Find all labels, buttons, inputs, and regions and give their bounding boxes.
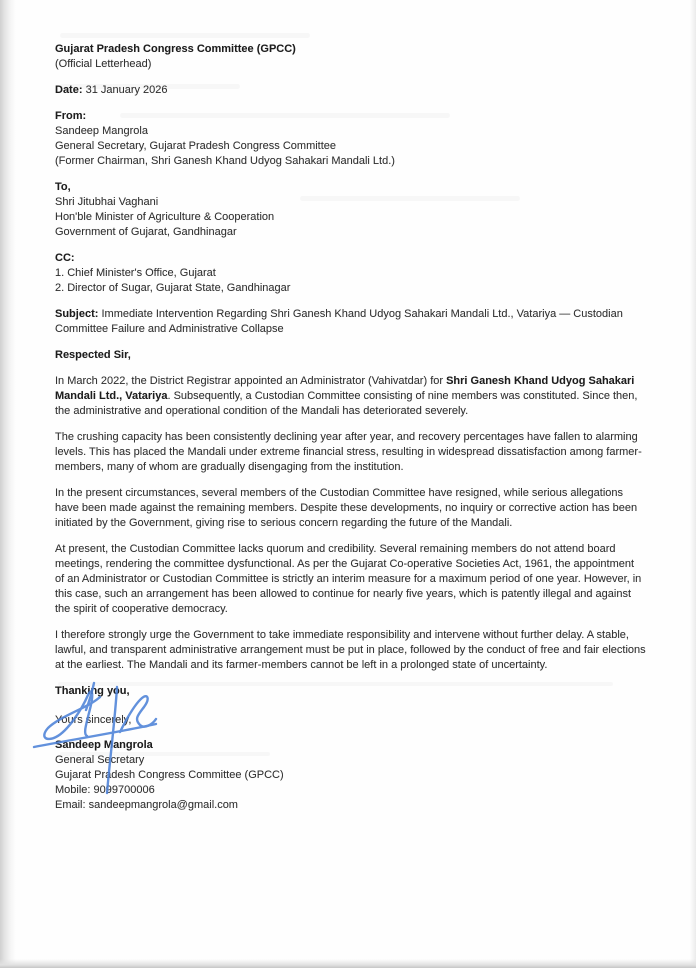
photo-artifact-streak [60,33,310,38]
from-label: From: [55,110,87,122]
signatory-title: General Secretary [55,754,145,766]
page-edge-shadow-bottom [0,959,696,968]
cc-block [55,251,646,296]
letterhead-note: (Official Letterhead) [55,58,152,70]
subject-label: Subject: [55,308,99,320]
date-label: Date: [55,84,83,96]
cc-line: 2. Director of Sugar, Gujarat State, Gandhinagar [55,282,291,294]
letter-body [55,42,646,813]
to-line: Shri Jitubhai Vaghani [55,196,159,208]
paragraph-1-bold: Shri Ganesh Khand Udyog Sahakari Mandali Ltd., Vatariya [55,375,635,402]
salutation: Respected Sir, [55,349,131,361]
paragraph-1-text: In March 2022, the District Registrar appointed an Administrator (Vahivatdar) for [55,375,447,387]
from-line: (Former Chairman, Shri Ganesh Khand Udyog Sahakari Mandali Ltd.) [55,155,395,167]
paragraph-2: The crushing capacity has been consistently declining year after year, and recovery percentages have fallen to alarming levels. This has placed the Mandali under extreme financial stress, resulting in widespread dissatisfaction among farmer-members, many of whom are gradually disengaging from the institution. [55,431,642,473]
from-block [55,109,646,169]
paragraph-1-text: . Subsequently, a Custodian Committee consisting of nine members was constituted. Since then, the administrative and operational condition of the Mandali has deteriorated severely. [55,390,638,417]
subject-line [55,307,646,337]
cc-line: 1. Chief Minister's Office, Gujarat [55,267,216,279]
to-line: Hon'ble Minister of Agriculture & Cooperation [55,211,275,223]
signatory-mobile: Mobile: 9099700006 [55,784,155,796]
signatory-name: Sandeep Mangrola [55,739,153,751]
signatory-org: Gujarat Pradesh Congress Committee (GPCC) [55,769,284,781]
signatory-block [55,738,646,813]
paragraph-1 [55,374,646,419]
subject-text: Immediate Intervention Regarding Shri Ganesh Khand Udyog Sahakari Mandali Ltd., Vatariya — Custodian Committee Failure and Administrative Collapse [55,308,623,335]
paragraph-5: I therefore strongly urge the Government to take immediate responsibility and intervene without further delay. A stable, lawful, and transparent administrative arrangement must be put in place, followed by the conduct of free and fair elections at the earliest. The Mandali and its farmer-members cannot be left in a prolonged state of uncertainty. [55,629,646,671]
from-line: Sandeep Mangrola [55,125,148,137]
cc-label: CC: [55,252,75,264]
to-label: To, [55,181,71,193]
thanking-line: Thanking you, [55,685,130,697]
from-line: General Secretary, Gujarat Pradesh Congress Committee [55,140,337,152]
letterhead-org: Gujarat Pradesh Congress Committee (GPCC) [55,43,296,55]
to-line: Government of Gujarat, Gandhinagar [55,226,237,238]
to-block [55,180,646,240]
paragraph-3: In the present circumstances, several members of the Custodian Committee have resigned, while serious allegations have been made against the remaining members. Despite these developments, no inquiry or corrective action has been initiated by the Government, giving rise to serious concern regarding the future of the Mandali. [55,487,638,529]
letterhead [55,42,646,72]
date-value: 31 January 2026 [85,84,168,96]
page-edge-shadow-left [0,0,16,968]
signatory-email: Email: sandeepmangrola@gmail.com [55,799,238,811]
sincerely-line: Yours sincerely, [55,714,132,726]
paragraph-4: At present, the Custodian Committee lacks quorum and credibility. Several remaining members do not attend board meetings, rendering the committee dysfunctional. As per the Gujarat Co-operative Societies Act, 1961, the appointment of an Administrator or Custodian Committee is strictly an interim measure for a maximum period of one year. However, in this case, such an arrangement has been allowed to continue for nearly five years, which is patently illegal and against the spirit of cooperative democracy. [55,543,642,615]
date-line [55,83,646,98]
page-edge-shadow-right [690,0,696,968]
